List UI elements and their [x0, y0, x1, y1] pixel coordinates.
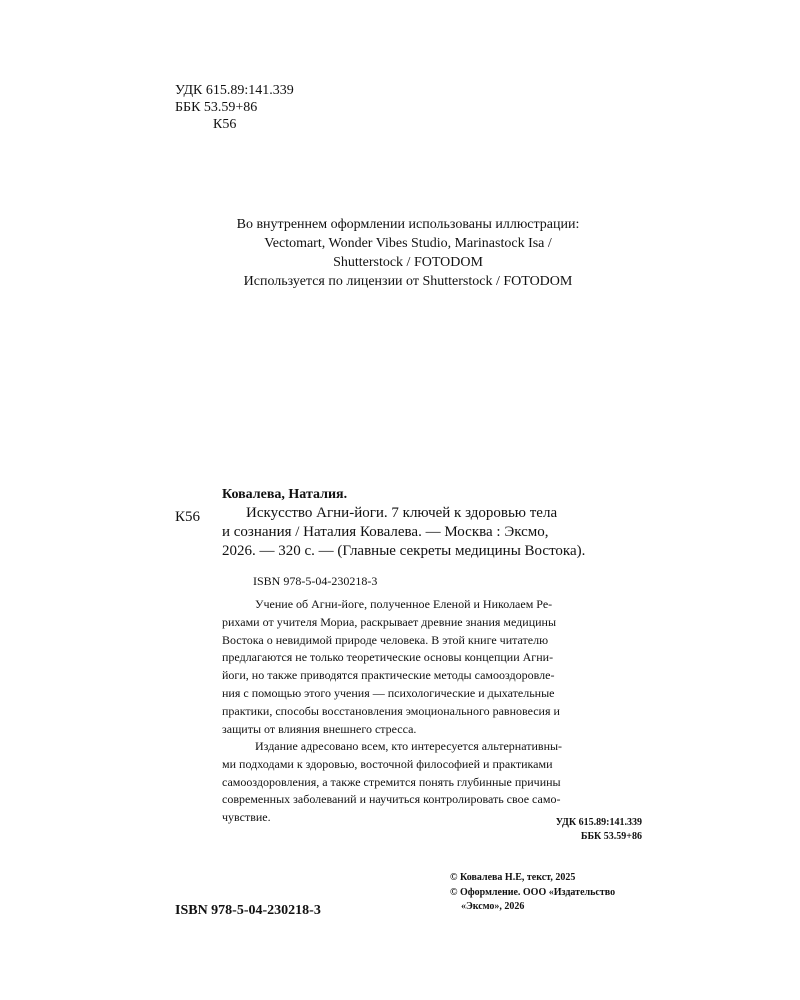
illustration-credit-line: Vectomart, Wonder Vibes Studio, Marinastock Isa / — [264, 236, 552, 251]
footer-isbn: ISBN 978-5-04-230218-3 — [175, 903, 321, 918]
annotation-line: современных заболеваний и научиться контролировать свое само- — [222, 792, 561, 807]
annotation-line: предлагаются не только теоретические основы концепции Агни- — [222, 650, 554, 665]
illustration-credit-line: Shutterstock / FOTODOM — [333, 255, 483, 270]
annotation-line: Востока о невидимой природе человека. В этой книге читателю — [222, 632, 549, 647]
copyright-design: © Оформление. ООО «Издательство — [450, 886, 616, 898]
annotation-paragraph-2 — [222, 738, 642, 827]
copyright-publisher: «Эксмо», 2026 — [461, 901, 525, 912]
copyright-block — [450, 871, 615, 915]
illustration-credits — [0, 215, 800, 291]
author-mark: К56 — [213, 117, 237, 132]
title-line: Искусство Агни-йоги. 7 ключей к здоровью тела — [246, 505, 558, 521]
record-isbn: ISBN 978-5-04-230218-3 — [253, 574, 378, 588]
title-line: 2026. — 320 с. — (Главные секреты медицины Востока). — [222, 543, 586, 559]
udk-code: УДК 615.89:141.339 — [175, 83, 294, 98]
record-author: Ковалева, Наталия. — [222, 487, 348, 502]
annotation-line: защиты от влияния внешнего стресса. — [222, 721, 417, 736]
annotation-line: ми подходами к здоровью, восточной философией и практиками — [222, 756, 553, 771]
bbk-code: ББК 53.59+86 — [175, 100, 258, 115]
annotation-line: йоги, но также приводятся практические методы самооздоровле- — [222, 668, 555, 683]
annotation-line: самооздоровления, а также стремится понять глубинные причины — [222, 774, 561, 789]
annotation-line: практики, способы восстановления эмоционального равновесия и — [222, 703, 560, 718]
annotation-line: ния с помощью этого учения — психологические и дыхательные — [222, 685, 555, 700]
record-author-mark: К56 — [175, 509, 201, 525]
annotation-line: Учение об Агни-йоге, полученное Еленой и Николаем Ре- — [255, 597, 553, 611]
illustration-credit-line: Во внутреннем оформлении использованы иллюстрации: — [236, 217, 580, 232]
annotation-line: рихами от учителя Мориа, раскрывает древние знания медицины — [222, 614, 557, 629]
annotation-paragraph-1 — [222, 596, 642, 738]
footer-udk: УДК 615.89:141.339 — [555, 817, 642, 828]
annotation-line: чувствие. — [222, 810, 271, 825]
footer-bbk: ББК 53.59+86 — [580, 831, 642, 842]
copyright-text: © Ковалева Н.Е, текст, 2025 — [450, 872, 576, 883]
footer-classification — [556, 816, 642, 844]
title-line: и сознания / Наталия Ковалева. — Москва : Эксмо, — [222, 524, 549, 540]
annotation-line: Издание адресовано всем, кто интересуется альтернативны- — [255, 739, 563, 753]
illustration-credit-line: Используется по лицензии от Shutterstock / FOTODOM — [243, 274, 573, 289]
bibliographic-description — [222, 504, 642, 561]
